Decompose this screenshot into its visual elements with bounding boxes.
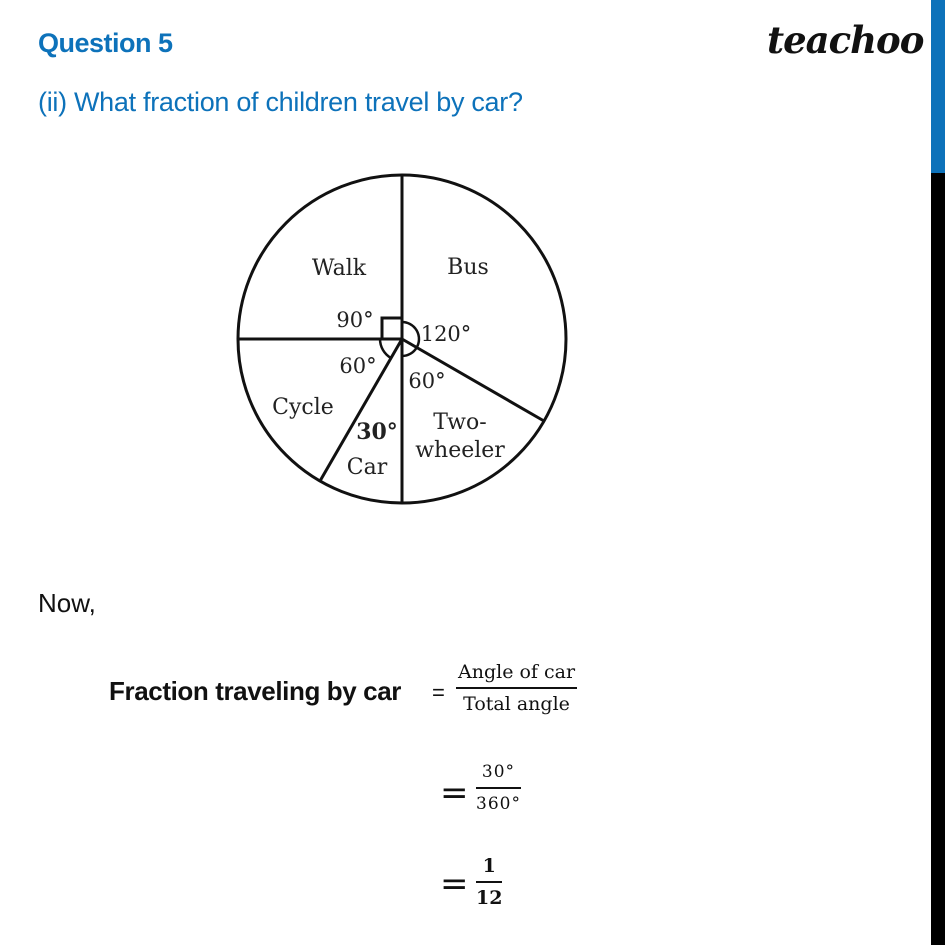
label-two-wheeler-line2: wheeler — [415, 438, 505, 463]
label-cycle: Cycle — [272, 395, 334, 420]
step1-fraction — [476, 762, 521, 814]
right-angle-marker — [382, 318, 402, 339]
angle-label-cycle: 60° — [339, 354, 377, 378]
angle-label-two-wheeler: 60° — [408, 369, 446, 393]
equals-sign-step1: = — [440, 773, 469, 813]
label-two-wheeler-line1: Two- — [433, 410, 487, 435]
step1-denominator: 360° — [476, 794, 521, 814]
angle-label-bus: 120° — [420, 322, 472, 346]
solution-intro: Now, — [38, 588, 96, 618]
step1-numerator: 30° — [481, 762, 516, 782]
label-walk: Walk — [311, 256, 367, 281]
angle-arc-twowheeler — [402, 348, 417, 357]
angle-label-walk: 90° — [336, 308, 374, 332]
label-bus: Bus — [447, 255, 489, 280]
equals-sign: = — [432, 680, 445, 705]
formula-denominator: Total angle — [463, 693, 570, 715]
angle-arc-cycle — [380, 339, 391, 358]
step2-denominator: 12 — [476, 887, 503, 909]
label-car: Car — [346, 455, 388, 480]
equals-sign-step2: = — [440, 864, 469, 904]
step2-numerator: 1 — [482, 855, 496, 877]
question-title: Question 5 — [38, 28, 173, 58]
step2-fraction — [476, 855, 502, 909]
teachoo-logo: teachoo — [767, 18, 924, 62]
angle-label-car: 30° — [356, 419, 398, 445]
formula-fraction — [456, 661, 577, 715]
question-text: (ii) What fraction of children travel by car? — [38, 87, 523, 117]
formula-label: Fraction traveling by car — [109, 676, 401, 706]
formula-numerator: Angle of car — [458, 661, 576, 683]
